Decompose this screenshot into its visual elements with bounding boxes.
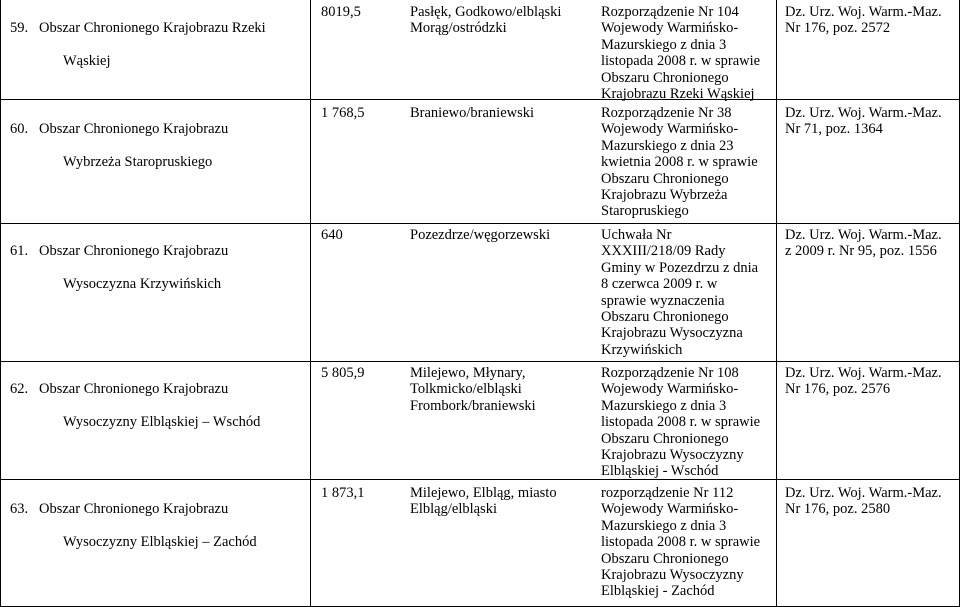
row-divider xyxy=(0,99,960,100)
name-line-2: Wybrzeża Staropruskiego xyxy=(63,154,213,171)
legal-act: Rozporządzenie Nr 38 Wojewody Warmińsko- Mazurskiego z dnia 23 kwietnia 2008 r. w sprawie Obszaru Chronionego Krajobrazu Wybrzeża Staropruskiego xyxy=(601,105,758,220)
publication: Dz. Urz. Woj. Warm.-Maz. Nr 71, poz. 1364 xyxy=(785,105,942,138)
name-line-1: Obszar Chronionego Krajobrazu xyxy=(39,501,229,518)
row-divider xyxy=(0,361,960,362)
name-line-1: Obszar Chronionego Krajobrazu xyxy=(39,121,229,138)
name-line-2: Wąskiej xyxy=(63,53,111,70)
name-line-1: Obszar Chronionego Krajobrazu xyxy=(39,381,229,398)
location: Milejewo, Młynary, Tolkmicko/elbląski Frombork/braniewski xyxy=(410,365,536,414)
table-border-left xyxy=(0,0,1,607)
legal-act: Rozporządzenie Nr 104 Wojewody Warmińsko- Mazurskiego z dnia 3 listopada 2008 r. w sprawie Obszaru Chronionego Krajobrazu Rzeki Wąskiej xyxy=(601,4,761,103)
publication: Dz. Urz. Woj. Warm.-Maz. Nr 176, poz. 2572 xyxy=(785,4,942,37)
column-divider xyxy=(310,0,311,607)
row-number: 63. xyxy=(10,501,29,518)
legal-act: rozporządzenie Nr 112 Wojewody Warmińsko- Mazurskiego z dnia 3 listopada 2008 r. w sprawie Obszaru Chronionego Krajobrazu Wysoczyzny Elbląskiej - Zachód xyxy=(601,485,761,600)
area-name xyxy=(10,227,308,309)
row-number: 61. xyxy=(10,243,29,260)
name-line-2: Wysoczyzny Elbląskiej ‒ Zachód xyxy=(63,534,257,551)
publication: Dz. Urz. Woj. Warm.-Maz. Nr 176, poz. 2576 xyxy=(785,365,942,398)
name-line-1: Obszar Chronionego Krajobrazu Rzeki xyxy=(39,20,266,37)
location: Milejewo, Elbląg, miasto Elbląg/elbląski xyxy=(410,485,557,518)
row-number: 59. xyxy=(10,20,29,37)
row-divider xyxy=(0,223,960,224)
name-line-2: Wysoczyzna Krzywińskich xyxy=(63,276,222,293)
legal-act: Rozporządzenie Nr 108 Wojewody Warmińsko- Mazurskiego z dnia 3 listopada 2008 r. w sprawie Obszaru Chronionego Krajobrazu Wysoczyzny Elbląskiej - Wschód xyxy=(601,365,761,480)
area-value: 5 805,9 xyxy=(321,365,365,381)
area-value: 1 768,5 xyxy=(321,105,365,121)
location: Pasłęk, Godkowo/elbląski Morąg/ostródzki xyxy=(410,4,562,37)
area-name xyxy=(10,485,308,567)
publication: Dz. Urz. Woj. Warm.-Maz. z 2009 r. Nr 95, poz. 1556 xyxy=(785,227,942,260)
publication: Dz. Urz. Woj. Warm.-Maz. Nr 176, poz. 2580 xyxy=(785,485,942,518)
area-name xyxy=(10,105,308,187)
location: Braniewo/braniewski xyxy=(410,105,535,121)
row-number: 60. xyxy=(10,121,29,138)
area-value: 8019,5 xyxy=(321,4,361,20)
location: Pozezdrze/węgorzewski xyxy=(410,227,551,243)
row-number: 62. xyxy=(10,381,29,398)
area-name xyxy=(10,365,308,447)
name-line-2: Wysoczyzny Elbląskiej ‒ Wschód xyxy=(63,414,261,431)
legal-act: Uchwała Nr XXXIII/218/09 Rady Gminy w Pozezdrzu z dnia 8 czerwca 2009 r. w sprawie wyznaczenia Obszaru Chronionego Krajobrazu Wysoczyzna Krzywińskich xyxy=(601,227,759,358)
name-line-1: Obszar Chronionego Krajobrazu xyxy=(39,243,229,260)
column-divider xyxy=(776,0,777,607)
area-value: 1 873,1 xyxy=(321,485,365,501)
row-divider xyxy=(0,479,960,480)
area-name xyxy=(10,4,308,86)
area-value: 640 xyxy=(321,227,343,243)
